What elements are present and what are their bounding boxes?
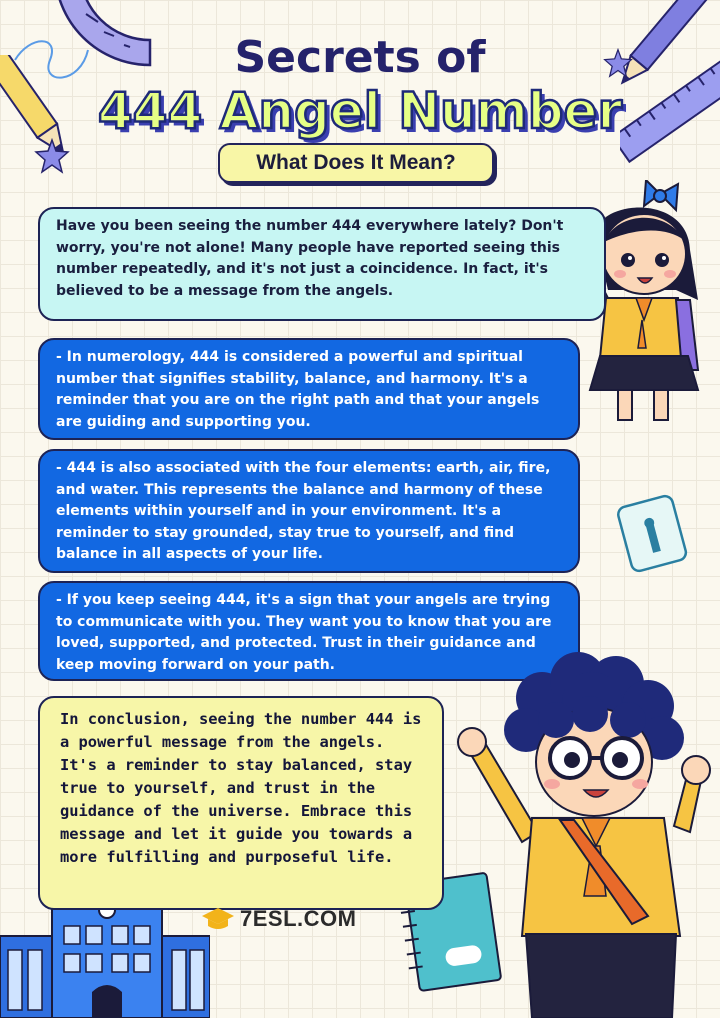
conclusion-box — [38, 696, 444, 910]
intro-box — [38, 207, 606, 321]
intro-text: Have you been seeing the number 444 everywhere lately? Don't worry, you're not alone! Many people have reported seeing this number repeatedly, and it's not just a coincidence. In fact, it's believed to be a message from the angels. — [56, 218, 564, 299]
point-text: - 444 is also associated with the four elements: earth, air, fire, and water. This represents the balance and harmony of these elements within yourself and in your environment. It's a reminder to stay grounded, stay true to yourself, and find balance in all aspects of your life. — [56, 460, 551, 562]
sharpener-icon — [616, 492, 692, 574]
subtitle-badge: What Does It Mean? — [218, 143, 494, 183]
page-title-highlight: 444 Angel Number — [97, 82, 623, 140]
brand-logo — [200, 904, 380, 934]
point-box — [38, 338, 580, 440]
page-title: Secrets of — [234, 32, 486, 83]
conclusion-text: In conclusion, seeing the number 444 is a powerful message from the angels. It's a reminder to stay balanced, stay true to yourself, and trust in the guidance of the universe. Embrace this message and let it guide you towards a more fulfilling and purposeful life. — [60, 710, 422, 866]
point-box — [38, 449, 580, 573]
boy-character — [452, 646, 720, 1018]
point-text: - If you keep seeing 444, it's a sign that your angels are trying to communicate with you. They want you to know that you are loved, supported, and protected. Trust in their guidance and keep moving forward on your path. — [56, 592, 552, 673]
brand-logo-text: 7ESL.COM — [240, 906, 357, 931]
graduation-cap-icon — [200, 906, 236, 932]
point-text: - In numerology, 444 is considered a powerful and spiritual number that signifies stability, balance, and harmony. It's a reminder that you are on the right path and that your angels are guiding and supporting you. — [56, 349, 540, 430]
star-icon — [34, 138, 70, 174]
